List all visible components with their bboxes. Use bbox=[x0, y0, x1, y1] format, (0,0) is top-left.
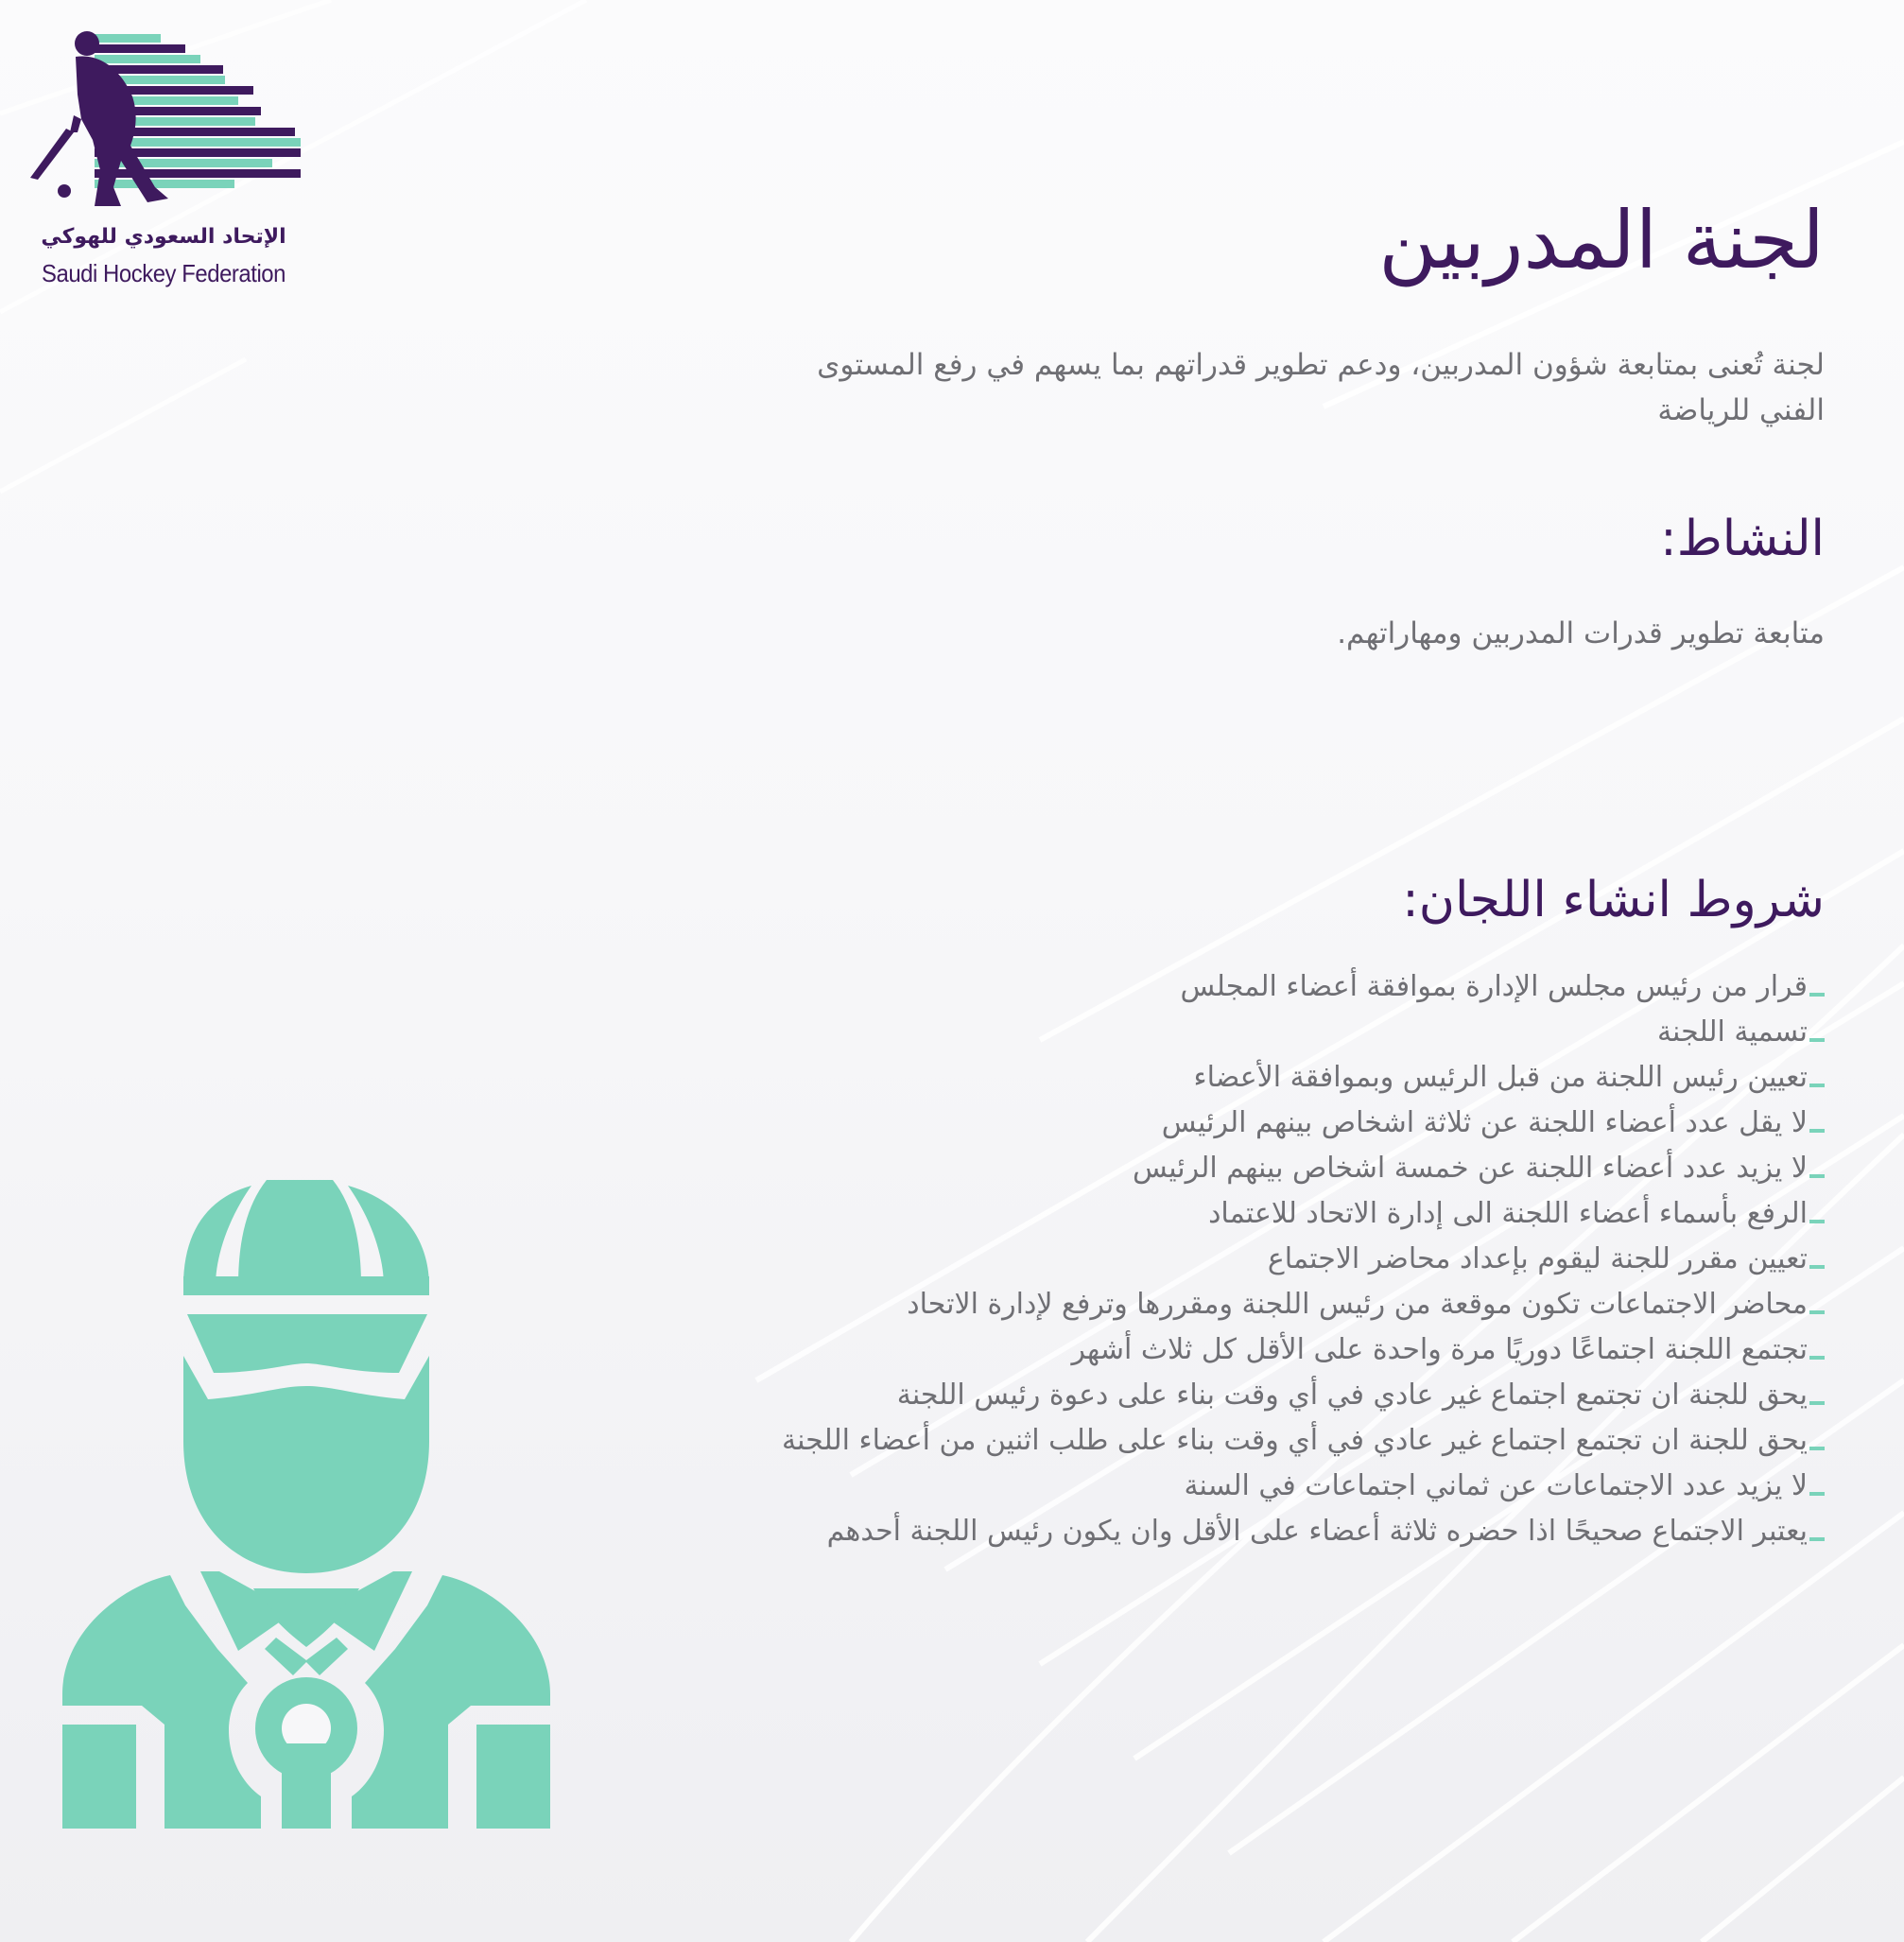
dash-bullet-icon bbox=[1809, 1220, 1825, 1223]
dash-bullet-icon bbox=[1809, 1084, 1825, 1087]
dash-bullet-icon bbox=[1809, 1174, 1825, 1178]
dash-bullet-icon bbox=[1809, 1537, 1825, 1541]
activity-heading: النشاط: bbox=[1660, 511, 1825, 567]
dash-bullet-icon bbox=[1809, 1401, 1825, 1405]
list-item: قرار من رئيس مجلس الإدارة بموافقة أعضاء المجلس bbox=[782, 964, 1825, 1010]
list-item: لا يزيد عدد أعضاء اللجنة عن خمسة اشخاص بينهم الرئيس bbox=[782, 1146, 1825, 1191]
logo-english-text: Saudi Hockey Federation bbox=[41, 259, 286, 287]
list-item: يعتبر الاجتماع صحيحًا اذا حضره ثلاثة أعضاء على الأقل وان يكون رئيس اللجنة أحدهم bbox=[782, 1509, 1825, 1554]
federation-logo bbox=[26, 28, 301, 293]
list-item: لا يزيد عدد الاجتماعات عن ثماني اجتماعات في السنة bbox=[782, 1464, 1825, 1509]
intro-paragraph: لجنة تُعنى بمتابعة شؤون المدربين، ودعم تطوير قدراتهم بما يسهم في رفع المستوى الفني للرياضة bbox=[817, 348, 1825, 427]
activity-text: متابعة تطوير قدرات المدربين ومهاراتهم. bbox=[1337, 616, 1825, 650]
conditions-heading: شروط انشاء اللجان: bbox=[1402, 872, 1825, 928]
list-item: تسمية اللجنة bbox=[782, 1010, 1825, 1055]
dash-bullet-icon bbox=[1809, 1129, 1825, 1133]
dash-bullet-icon bbox=[1809, 1265, 1825, 1269]
list-item: يحق للجنة ان تجتمع اجتماع غير عادي في أي وقت بناء على طلب اثنين من أعضاء اللجنة bbox=[782, 1418, 1825, 1464]
page-title: لجنة المدربين bbox=[1378, 194, 1825, 286]
coach-icon bbox=[59, 1176, 550, 1829]
hockey-player-icon bbox=[26, 28, 301, 217]
list-item: تجتمع اللجنة اجتماعًا دوريًا مرة واحدة على الأقل كل ثلاث أشهر bbox=[782, 1327, 1825, 1373]
dash-bullet-icon bbox=[1809, 993, 1825, 997]
list-item: يحق للجنة ان تجتمع اجتماع غير عادي في أي وقت بناء على دعوة رئيس اللجنة bbox=[782, 1373, 1825, 1418]
list-item: لا يقل عدد أعضاء اللجنة عن ثلاثة اشخاص بينهم الرئيس bbox=[782, 1101, 1825, 1146]
dash-bullet-icon bbox=[1809, 1310, 1825, 1314]
list-item: تعيين مقرر للجنة ليقوم بإعداد محاضر الاجتماع bbox=[782, 1237, 1825, 1282]
dash-bullet-icon bbox=[1809, 1492, 1825, 1496]
dash-bullet-icon bbox=[1809, 1038, 1825, 1042]
list-item: محاضر الاجتماعات تكون موقعة من رئيس اللجنة ومقررها وترفع لإدارة الاتحاد bbox=[782, 1282, 1825, 1327]
logo-arabic-text: الإتحاد السعودي للهوكي bbox=[41, 225, 286, 249]
dash-bullet-icon bbox=[1809, 1447, 1825, 1450]
dash-bullet-icon bbox=[1809, 1356, 1825, 1360]
list-item: الرفع بأسماء أعضاء اللجنة الى إدارة الاتحاد للاعتماد bbox=[782, 1191, 1825, 1237]
conditions-list bbox=[782, 964, 1825, 1554]
list-item: تعيين رئيس اللجنة من قبل الرئيس وبموافقة الأعضاء bbox=[782, 1055, 1825, 1101]
